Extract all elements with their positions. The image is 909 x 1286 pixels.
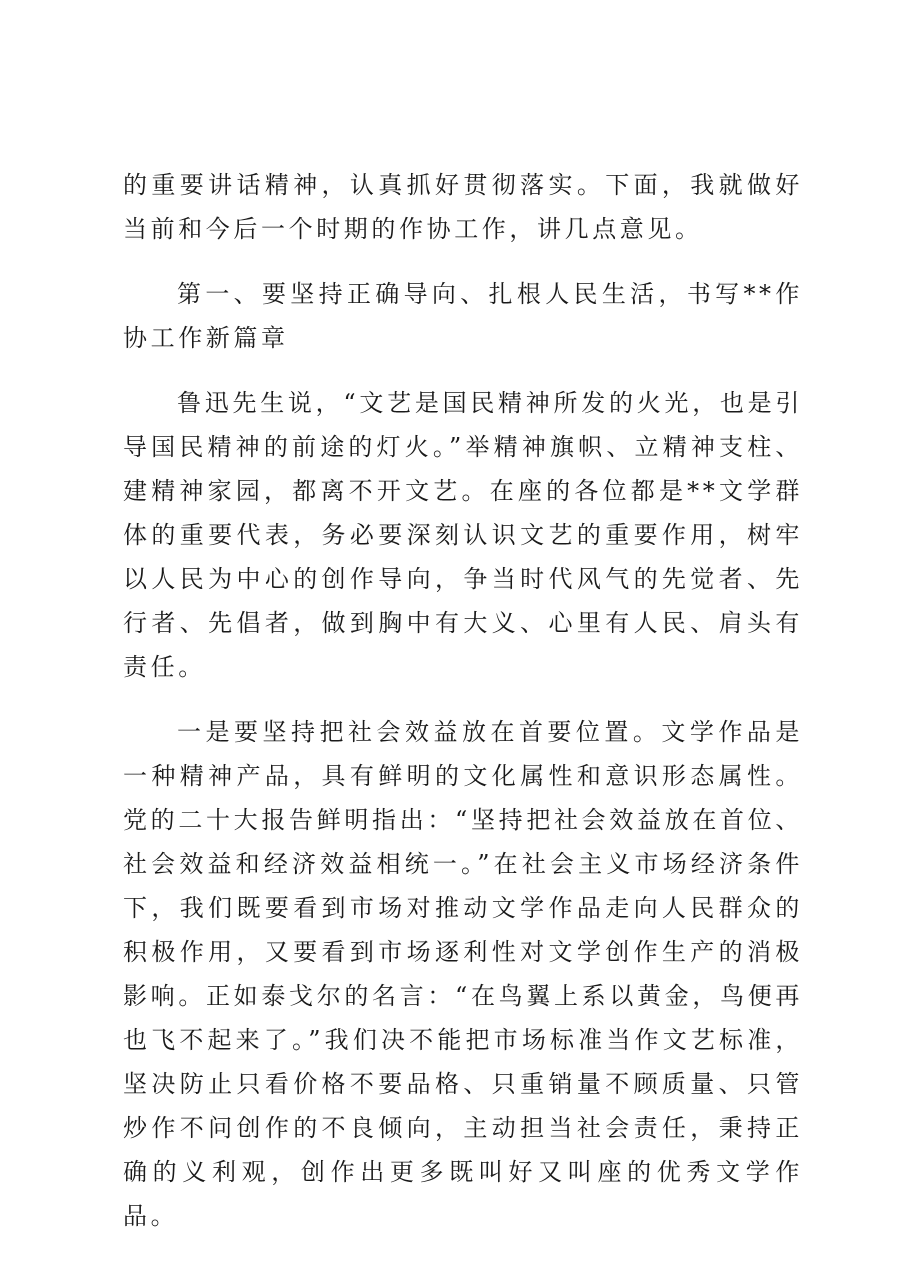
paragraph-social-benefit: 一是要坚持把社会效益放在首要位置。文学作品是一种精神产品，具有鲜明的文化属性和意识形态属性。党的二十大报告鲜明指出：“坚持把社会效益放在首位、社会效益和经济效益相统一。”在社会主义市场经济条件下，我们既要看到市场对推动文学作品走向人民群众的积极作用，又要看到市场逐利性对文学创作生产的消极影响。正如泰戈尔的名言：“在鸟翼上系以黄金，鸟便再也飞不起来了。”我们决不能把市场标准当作文艺标准，坚决防止只看价格不要品格、只重销量不顾质量、只管炒作不问创作的不良倾向，主动担当社会责任，秉持正确的义利观，创作出更多既叫好又叫座的优秀文学作品。	[123, 718, 803, 1230]
document-body	[123, 163, 803, 1259]
paragraph-continuation: 的重要讲话精神，认真抓好贯彻落实。下面，我就做好当前和今后一个时期的作协工作，讲几点意见。	[123, 171, 803, 243]
paragraph-luxun-quote: 鲁迅先生说，“文艺是国民精神所发的火光，也是引导国民精神的前途的灯火。”举精神旗帜、立精神支柱、建精神家园，都离不开文艺。在座的各位都是**文学群体的重要代表，务必要深刻认识文艺的重要作用，树牢以人民为中心的创作导向，争当时代风气的先觉者、先行者、先倡者，做到胸中有大义、心里有人民、肩头有责任。	[123, 389, 803, 681]
section-heading: 第一、要坚持正确导向、扎根人民生活，书写**作协工作新篇章	[123, 280, 803, 352]
